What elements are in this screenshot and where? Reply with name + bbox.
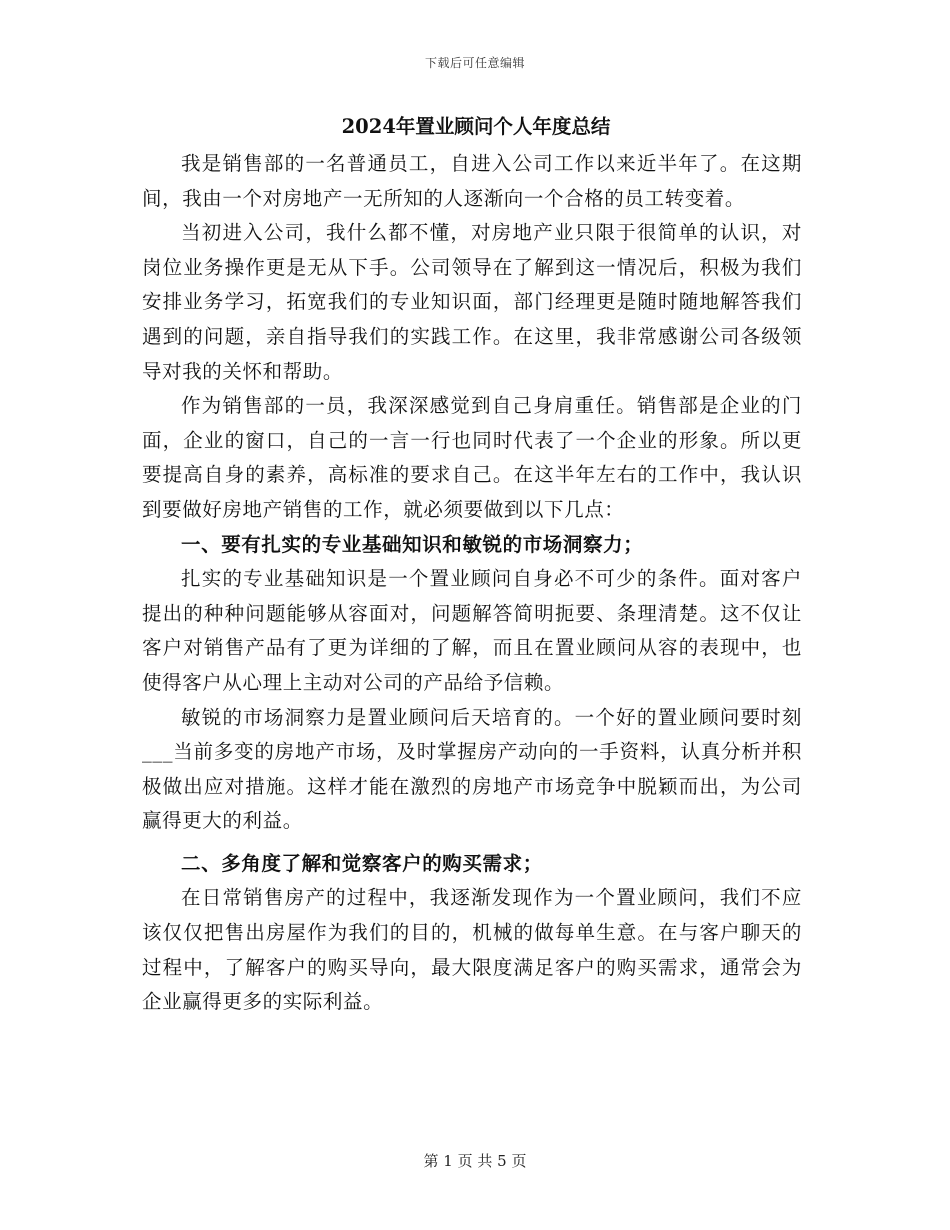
paragraph: 我是销售部的一名普通员工，自进入公司工作以来近半年了。在这期间，我由一个对房地产一无所知的人逐渐向一个合格的员工转变着。	[142, 152, 802, 210]
paragraph: 当初进入公司，我什么都不懂，对房地产业只限于很简单的认识，对岗位业务操作更是无从下手。公司领导在了解到这一情况后，积极为我们安排业务学习，拓宽我们的专业知识面，部门经理更是随时随地解答我们遇到的问题，亲自指导我们的实践工作。在这里，我非常感谢公司各级领导对我的关怀和帮助。	[142, 221, 802, 383]
paragraph: 作为销售部的一员，我深深感觉到自己身肩重任。销售部是企业的门面，企业的窗口，自己的一言一行也同时代表了一个企业的形象。所以更要提高自身的素养，高标准的要求自己。在这半年左右的工作中，我认识到要做好房地产销售的工作，就必须要做到以下几点：	[142, 394, 802, 521]
section-heading-2: 二、多角度了解和觉察客户的购买需求；	[181, 851, 543, 875]
paragraph: 扎实的专业基础知识是一个置业顾问自身必不可少的条件。面对客户提出的种种问题能够从容面对，问题解答简明扼要、条理清楚。这不仅让客户对销售产品有了更为详细的了解，而且在置业顾问从容的表现中，也使得客户从心理上主动对公司的产品给予信赖。	[142, 567, 802, 694]
paragraph: 敏锐的市场洞察力是置业顾问后天培育的。一个好的置业顾问要时刻___当前多变的房地产市场，及时掌握房产动向的一手资料，认真分析并积极做出应对措施。这样才能在激烈的房地产市场竞争中脱颖而出，为公司赢得更大的利益。	[142, 705, 802, 833]
page-header-note: 下载后可任意编辑	[424, 56, 525, 70]
paragraph: 在日常销售房产的过程中，我逐渐发现作为一个置业顾问，我们不应该仅仅把售出房屋作为我们的目的，机械的做每单生意。在与客户聊天的过程中，了解客户的购买导向，最大限度满足客户的购买需求，通常会为企业赢得更多的实际利益。	[142, 886, 802, 1014]
document-body	[142, 112, 802, 1020]
section-heading-1: 一、要有扎实的专业基础知识和敏锐的市场洞察力；	[181, 532, 644, 556]
page-number: 第 1 页 共 5 页	[423, 1152, 527, 1170]
document-title: 2024年置业顾问个人年度总结	[341, 115, 611, 138]
